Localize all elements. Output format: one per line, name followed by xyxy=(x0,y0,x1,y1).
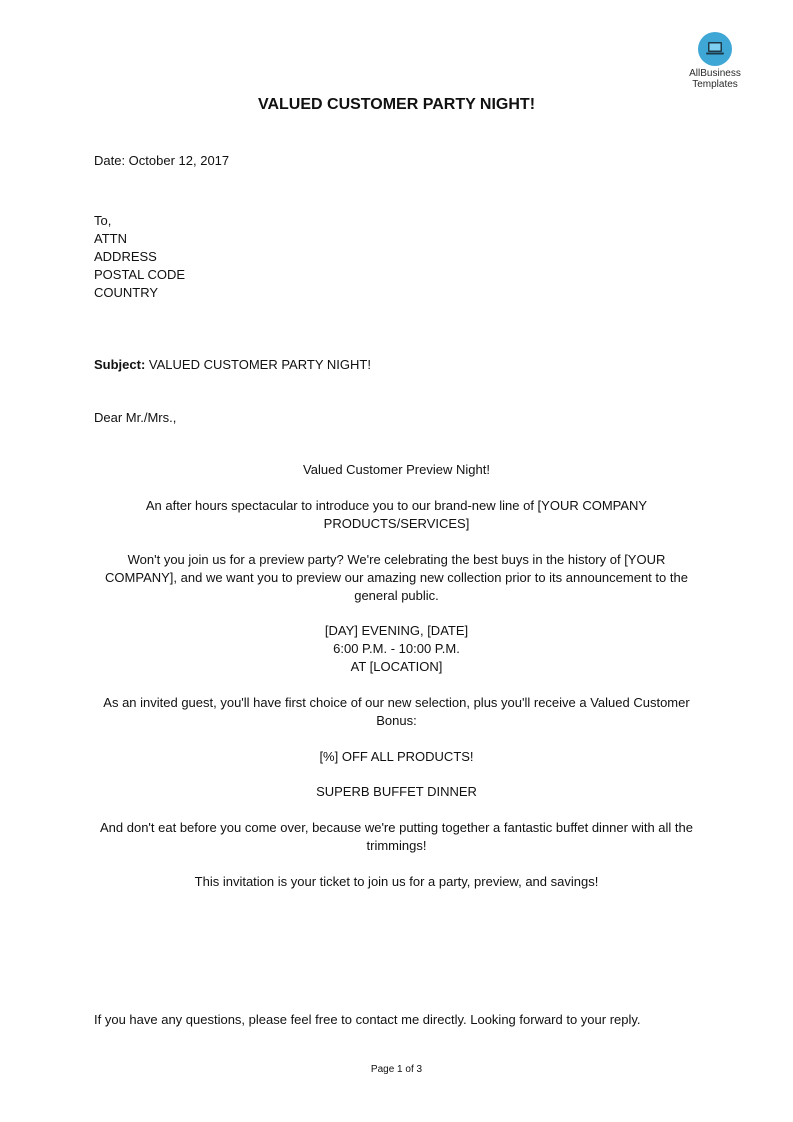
ticket-line: This invitation is your ticket to join us for a party, preview, and savings! xyxy=(194,874,599,889)
event-line: [DAY] EVENING, [DATE] xyxy=(324,623,469,638)
body-intro: An after hours spectacular to introduce you to our brand-new line of [YOUR COMPANY PRODUCTS/SERVICES] xyxy=(145,498,648,531)
date-line: Date: October 12, 2017 xyxy=(94,153,230,168)
company-logo xyxy=(683,32,747,90)
recipient-line: To, xyxy=(94,213,112,228)
page-number: Page 1 of 3 xyxy=(370,1064,423,1075)
buffet-line: SUPERB BUFFET DINNER xyxy=(316,784,477,799)
event-line: AT [LOCATION] xyxy=(350,659,443,674)
recipient-line: COUNTRY xyxy=(94,285,159,300)
offer-line: [%] OFF ALL PRODUCTS! xyxy=(319,749,474,764)
body-heading: Valued Customer Preview Night! xyxy=(303,462,490,477)
bonus-intro: As an invited guest, you'll have first choice of our new selection, plus you'll receive a Valued Customer Bonus: xyxy=(103,695,690,728)
salutation: Dear Mr./Mrs., xyxy=(94,410,177,425)
laptop-icon xyxy=(698,32,732,66)
recipient-line: ADDRESS xyxy=(94,249,157,264)
subject-text: VALUED CUSTOMER PARTY NIGHT! xyxy=(148,357,371,372)
recipient-address xyxy=(94,212,185,302)
event-details xyxy=(94,622,699,676)
subject-label: Subject: xyxy=(94,357,146,372)
document-title: VALUED CUSTOMER PARTY NIGHT! xyxy=(257,96,536,113)
event-line: 6:00 P.M. - 10:00 P.M. xyxy=(333,641,460,656)
recipient-line: ATTN xyxy=(94,231,127,246)
logo-text-line1: AllBusiness xyxy=(689,68,741,79)
logo-text-line2: Templates xyxy=(692,79,738,90)
recipient-line: POSTAL CODE xyxy=(94,267,186,282)
buffet-text: And don't eat before you come over, because we're putting together a fantastic buffet dinner with all the trimmings! xyxy=(100,820,693,853)
subject-line xyxy=(94,356,371,374)
closing-line: If you have any questions, please feel free to contact me directly. Looking forward to your reply. xyxy=(94,1012,641,1027)
body-invite: Won't you join us for a preview party? We're celebrating the best buys in the history of [YOUR COMPANY], and we want you to preview our amazing new collection prior to its announcement to the general public. xyxy=(105,552,688,603)
